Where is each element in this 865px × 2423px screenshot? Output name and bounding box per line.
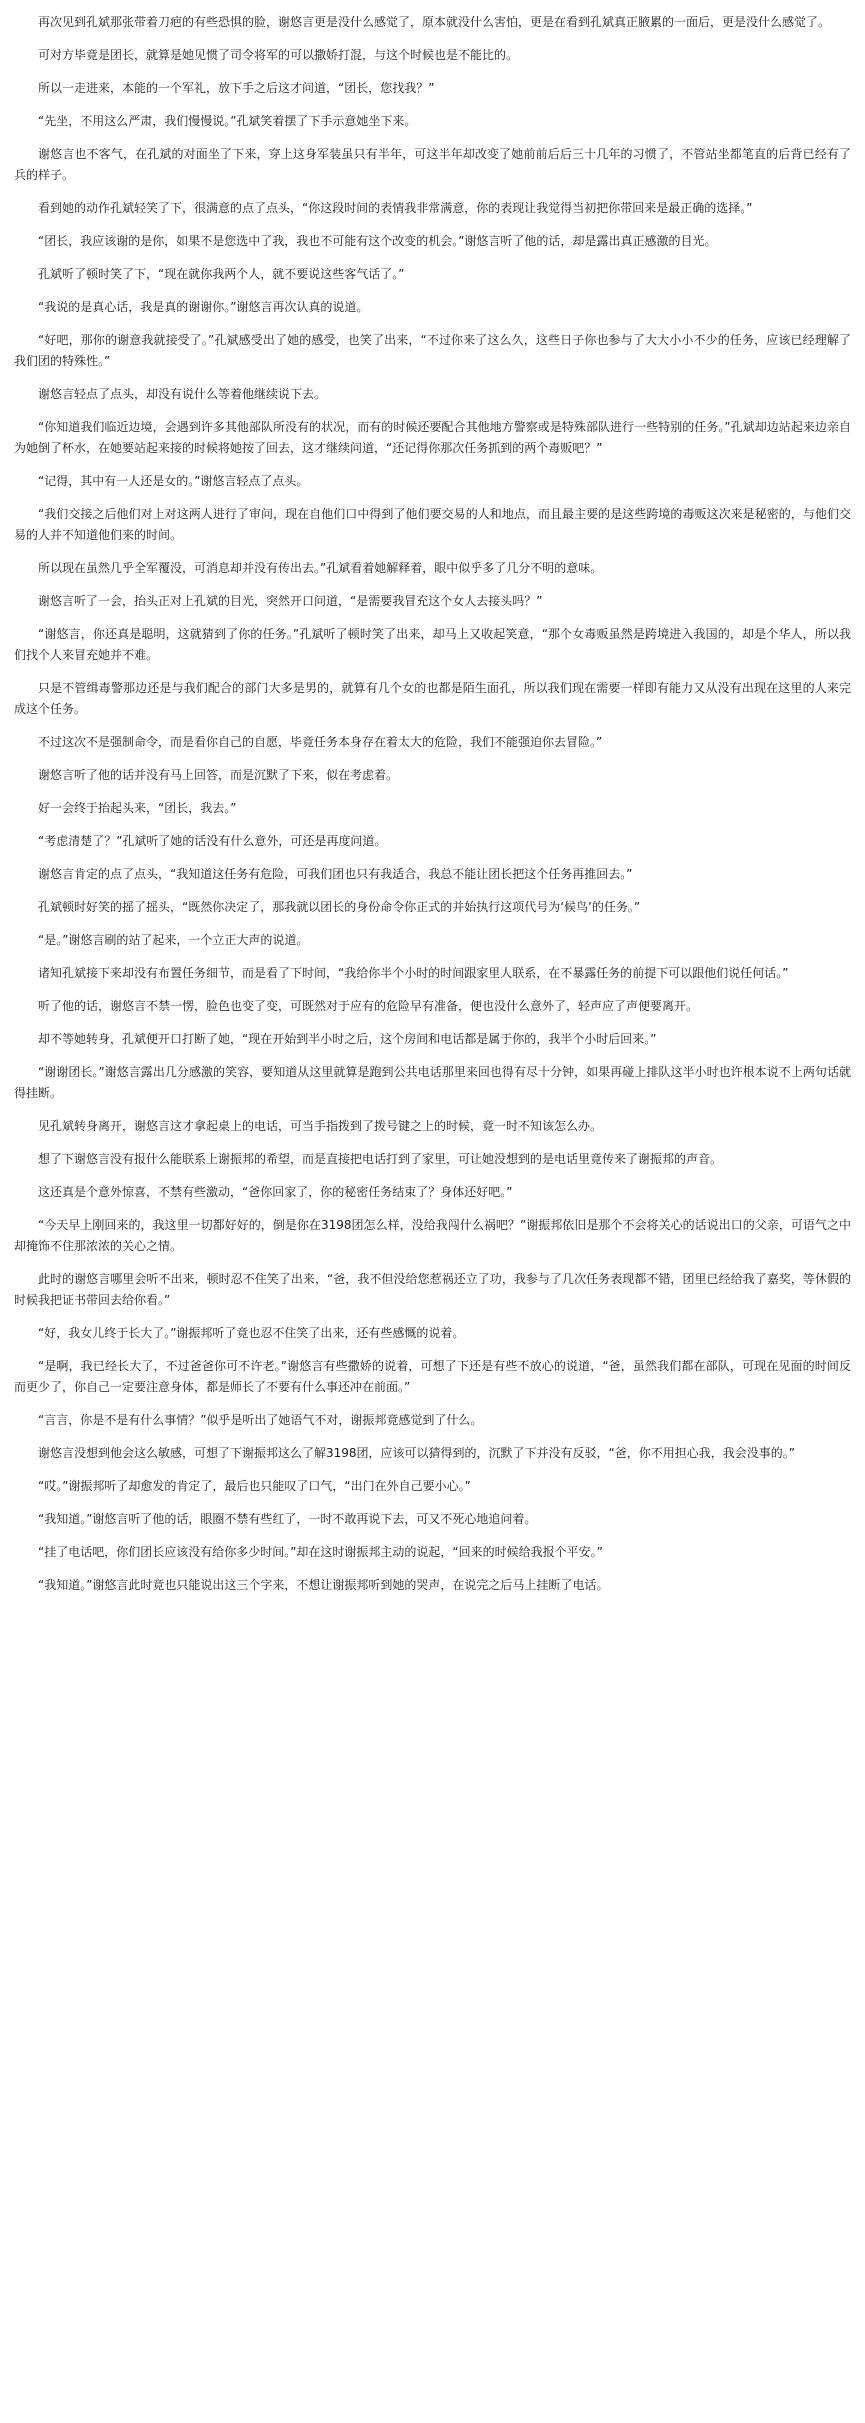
story-text: [14, 12, 851, 1596]
story-paragraph: 可对方毕竟是团长，就算是她见惯了司令将军的可以撒娇打混，与这个时候也是不能比的。: [38, 48, 519, 62]
story-paragraph: 孔斌顿时好笑的摇了摇头，“既然你决定了，那我就以团长的身份命令你正式的并始执行这项代号为‘候鸟’的任务。”: [38, 900, 641, 914]
story-paragraph: “好，我女儿终于长大了。”谢振邦听了竟也忍不住笑了出来，还有些感慨的说着。: [38, 1326, 465, 1340]
story-paragraph: “今天早上刚回来的，我这里一切都好好的，倒是你在3198团怎么样，没给我闯什么祸吧？”谢振邦依旧是那个不会将关心的话说出口的父亲，可语气之中却掩饰不住那浓浓的关心之情。: [14, 1218, 851, 1253]
story-paragraph: 诸知孔斌接下来却没有布置任务细节，而是看了下时间，“我给你半个小时的时间跟家里人联系，在不暴露任务的前提下可以跟他们说任何话。”: [38, 966, 789, 980]
story-paragraph: 所以一走进来，本能的一个军礼，放下手之后这才问道，“团长，您找我？”: [38, 81, 435, 95]
story-paragraph: 看到她的动作孔斌轻笑了下，很满意的点了点头，“你这段时间的表情我非常满意，你的表现让我觉得当初把你带回来是最正确的选择。”: [38, 201, 753, 215]
story-paragraph: 见孔斌转身离开，谢悠言这才拿起桌上的电话，可当手指拨到了拨号键之上的时候，竟一时不知该怎么办。: [38, 1119, 603, 1133]
story-paragraph: 谢悠言也不客气，在孔斌的对面坐了下来，穿上这身军装虽只有半年，可这半年却改变了她前前后后三十几年的习惯了，不管站坐都笔直的后背已经有了兵的样子。: [14, 147, 851, 182]
story-paragraph: 谢悠言肯定的点了点头，“我知道这任务有危险，可我们团也只有我适合，我总不能让团长把这个任务再推回去。”: [38, 867, 633, 881]
story-paragraph: “团长，我应该谢的是你，如果不是您选中了我，我也不可能有这个改变的机会。”谢悠言听了他的话，却是露出真正感激的目光。: [38, 234, 717, 248]
story-paragraph: “我说的是真心话，我是真的谢谢你。”谢悠言再次认真的说道。: [38, 300, 369, 314]
story-paragraph: 所以现在虽然几乎全军覆没，可消息却并没有传出去。”孔斌看着她解释着，眼中似乎多了几分不明的意味。: [38, 561, 603, 575]
story-paragraph: “好吧，那你的谢意我就接受了。”孔斌感受出了她的感受，也笑了出来，“不过你来了这么久，这些日子你也参与了大大小小不少的任务，应该已经理解了我们团的特殊性。”: [14, 333, 851, 368]
story-paragraph: “是。”谢悠言刷的站了起来，一个立正大声的说道。: [38, 933, 309, 947]
story-paragraph: 此时的谢悠言哪里会听不出来，顿时忍不住笑了出来，“爸，我不但没给您惹祸还立了功，我参与了几次任务表现都不错，团里已经给我了嘉奖，等休假的时候我把证书带回去给你看。”: [14, 1272, 851, 1307]
story-paragraph: “挂了电话吧，你们团长应该没有给你多少时间。”却在这时谢振邦主动的说起，“回来的时候给我报个平安。”: [38, 1545, 603, 1559]
story-paragraph: 谢悠言听了一会，抬头正对上孔斌的目光，突然开口问道，“是需要我冒充这个女人去接头吗？”: [38, 594, 543, 608]
story-paragraph: 谢悠言没想到他会这么敏感，可想了下谢振邦这么了解3198团，应该可以猜得到的，沉默了下并没有反驳，“爸，你不用担心我，我会没事的。”: [38, 1446, 795, 1460]
story-paragraph: 听了他的话，谢悠言不禁一愣，脸色也变了变，可既然对于应有的危险早有准备，便也没什么意外了，轻声应了声便要离开。: [38, 999, 699, 1013]
story-paragraph: “我知道。”谢悠言听了他的话，眼圈不禁有些红了，一时不敢再说下去，可又不死心地追问着。: [38, 1512, 537, 1526]
story-paragraph: “是啊，我已经长大了，不过爸爸你可不许老。”谢悠言有些撒娇的说着，可想了下还是有些不放心的说道，“爸，虽然我们都在部队，可现在见面的时间反而更少了，你自己一定要注意身体，都是师长了不要有什么事还冲在前面。”: [14, 1359, 851, 1394]
story-paragraph: 谢悠言听了他的话并没有马上回答，而是沉默了下来，似在考虑着。: [38, 768, 399, 782]
story-paragraph: “谢谢团长。”谢悠言露出几分感激的笑容，要知道从这里就算是跑到公共电话那里来回也得有尽十分钟，如果再碰上排队这半小时也许根本说不上两句话就得挂断。: [14, 1065, 851, 1100]
story-paragraph: 好一会终于抬起头来，“团长，我去。”: [38, 801, 237, 815]
story-paragraph: “我们交接之后他们对上对这两人进行了审问，现在自他们口中得到了他们要交易的人和地点，而且最主要的是这些跨境的毒贩这次来是秘密的，与他们交易的人并不知道他们来的时间。: [14, 507, 851, 542]
story-paragraph: 孔斌听了顿时笑了下，“现在就你我两个人，就不要说这些客气话了。”: [38, 267, 405, 281]
story-paragraph: 谢悠言轻点了点头，却没有说什么等着他继续说下去。: [38, 387, 327, 401]
story-paragraph: “谢悠言，你还真是聪明，这就猜到了你的任务。”孔斌听了顿时笑了出来，却马上又收起笑意，“那个女毒贩虽然是跨境进入我国的，却是个华人，所以我们找个人来冒充她并不难。: [14, 627, 851, 662]
story-paragraph: 这还真是个意外惊喜，不禁有些激动，“爸你回家了，你的秘密任务结束了？身体还好吧。”: [38, 1185, 513, 1199]
story-paragraph: 只是不管缉毒警那边还是与我们配合的部门大多是男的，就算有几个女的也都是陌生面孔，所以我们现在需要一样即有能力又从没有出现在这里的人来完成这个任务。: [14, 681, 851, 716]
story-paragraph: “你知道我们临近边境，会遇到许多其他部队所没有的状况，而有的时候还要配合其他地方警察或是特殊部队进行一些特别的任务。”孔斌却边站起来边亲自为她倒了杯水，在她要站起来接的时候将她按了回去，这才继续问道，“还记得你那次任务抓到的两个毒贩吧？”: [14, 420, 851, 455]
story-paragraph: “言言，你是不是有什么事情？”似乎是听出了她语气不对，谢振邦竟感觉到了什么。: [38, 1413, 483, 1427]
story-paragraph: 再次见到孔斌那张带着刀疤的有些恐惧的脸，谢悠言更是没什么感觉了，原本就没什么害怕，更是在看到孔斌真正腋累的一面后，更是没什么感觉了。: [38, 15, 831, 29]
story-paragraph: 想了下谢悠言没有报什么能联系上谢振邦的希望，而是直接把电话打到了家里，可让她没想到的是电话里竟传来了谢振邦的声音。: [38, 1152, 723, 1166]
story-paragraph: “记得，其中有一人还是女的。”谢悠言轻点了点头。: [38, 474, 309, 488]
story-paragraph: 却不等她转身，孔斌便开口打断了她，“现在开始到半小时之后，这个房间和电话都是属于你的，我半个小时后回来。”: [38, 1032, 657, 1046]
story-paragraph: “我知道。”谢悠言此时竟也只能说出这三个字来，不想让谢振邦听到她的哭声，在说完之后马上挂断了电话。: [38, 1578, 609, 1592]
story-paragraph: “哎。”谢振邦听了却愈发的肯定了，最后也只能叹了口气，“出门在外自己要小心。”: [38, 1479, 471, 1493]
story-paragraph: “先坐，不用这么严肃，我们慢慢说。”孔斌笑着摆了下手示意她坐下来。: [38, 114, 417, 128]
story-paragraph: “考虑清楚了？”孔斌听了她的话没有什么意外，可还是再度问道。: [38, 834, 387, 848]
story-paragraph: 不过这次不是强制命令，而是看你自己的自愿，毕竟任务本身存在着太大的危险，我们不能强迫你去冒险。”: [38, 735, 603, 749]
